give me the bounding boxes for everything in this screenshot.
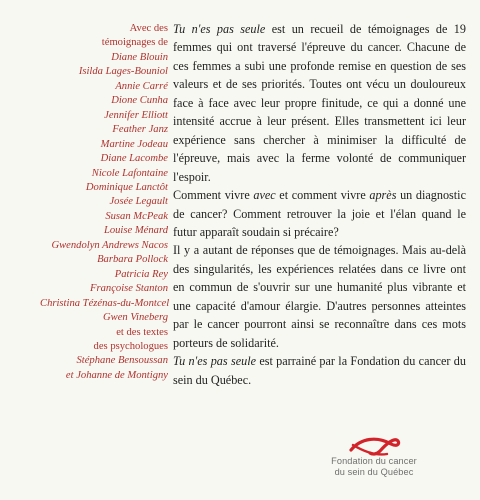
paragraph-intro-text: est un recueil de témoignages de 19 femmes qui ont traversé l'épreuve du cancer. Chacune de ces femmes a subi une profonde remise en question de ses valeurs et de ses priorités. Toutes ont vécu un douloureux face à face avec leur propre finitude, ce qui a donné une intensité accrue à leur présent. Elles transmettent ici leur expérience sans chercher à minimiser la difficulté de l'épreuve, mais avec la ferme volonté de communiquer l'espoir. bbox=[173, 22, 466, 184]
contributors-intro-line-2: témoignages de bbox=[101, 37, 168, 49]
contributor-name: Dione Cunha bbox=[111, 95, 168, 107]
contributor-name: Diane Lacombe bbox=[100, 153, 168, 165]
question-text-c: un diagnostic de cancer? Comment retrouver la joie et l'élan quand le futur apparaît soudain si précaire? bbox=[173, 188, 466, 239]
emphasis-apres: après bbox=[369, 188, 397, 203]
contributor-name: Nicole Lafontaine bbox=[91, 167, 168, 179]
book-title: Tu n'es pas seule bbox=[173, 354, 256, 369]
foundation-name-line-1: Fondation du cancer bbox=[331, 456, 417, 466]
contributor-name: Gwendolyn Andrews Nacos bbox=[51, 239, 168, 251]
back-cover-text bbox=[173, 20, 466, 389]
contributor-name: Diane Blouin bbox=[111, 51, 168, 63]
foundation-name bbox=[309, 456, 439, 478]
contributor-name: Feather Janz bbox=[112, 124, 168, 136]
psychologists-line-2: et Johanne de Montigny bbox=[65, 369, 168, 381]
contributor-name: Susan McPeak bbox=[105, 210, 168, 222]
paragraph-sponsor bbox=[173, 352, 466, 389]
foundation-logo bbox=[309, 435, 439, 493]
contributor-name: Dominique Lanctôt bbox=[85, 181, 168, 193]
psychologists-line-1: Stéphane Bensoussan bbox=[76, 355, 168, 367]
question-text-b: et comment vivre bbox=[275, 188, 370, 203]
paragraph-sponsor-text: est parrainé par la Fondation du cancer du sein du Québec. bbox=[173, 354, 466, 387]
contributor-name: Barbara Pollock bbox=[97, 254, 168, 266]
contributors-list bbox=[40, 22, 168, 383]
paragraph-intro bbox=[173, 20, 466, 186]
contributor-name: Patricia Rey bbox=[114, 268, 168, 280]
book-title: Tu n'es pas seule bbox=[173, 22, 266, 36]
contributors-outro-line-1: et des textes bbox=[116, 326, 168, 338]
contributors-intro-line-1: Avec des bbox=[129, 23, 168, 34]
pink-ribbon-icon bbox=[347, 435, 403, 457]
contributor-name: Françoise Stanton bbox=[90, 283, 168, 295]
contributor-name: Josée Legault bbox=[109, 196, 168, 208]
contributor-name: Jennifer Elliott bbox=[104, 109, 168, 121]
contributor-name: Isilda Lages-Bouniol bbox=[78, 66, 168, 78]
paragraph-answers: Il y a autant de réponses que de témoignages. Mais au-delà des singularités, les expériences relatées dans ce livre ont en commun de s'ouvrir sur une humanité plus vibrante et une capacité d'amour élargie. D'autres personnes atteintes par le cancer pourront ainsi se reconnaître dans ces mots porteurs de solidarité. bbox=[173, 243, 466, 350]
contributor-name: Martine Jodeau bbox=[100, 138, 168, 150]
contributor-name: Gwen Vineberg bbox=[102, 312, 168, 324]
contributor-name: Annie Carré bbox=[115, 80, 168, 92]
contributor-name: Louise Ménard bbox=[103, 225, 168, 237]
contributors-outro-line-2: des psychologues bbox=[93, 340, 168, 352]
emphasis-avec: avec bbox=[253, 188, 276, 203]
contributor-name: Christina Tézénas-du-Montcel bbox=[40, 297, 170, 309]
paragraph-questions bbox=[173, 186, 466, 241]
question-text-a: Comment vivre bbox=[173, 188, 254, 203]
foundation-name-line-2: du sein du Québec bbox=[334, 467, 414, 477]
